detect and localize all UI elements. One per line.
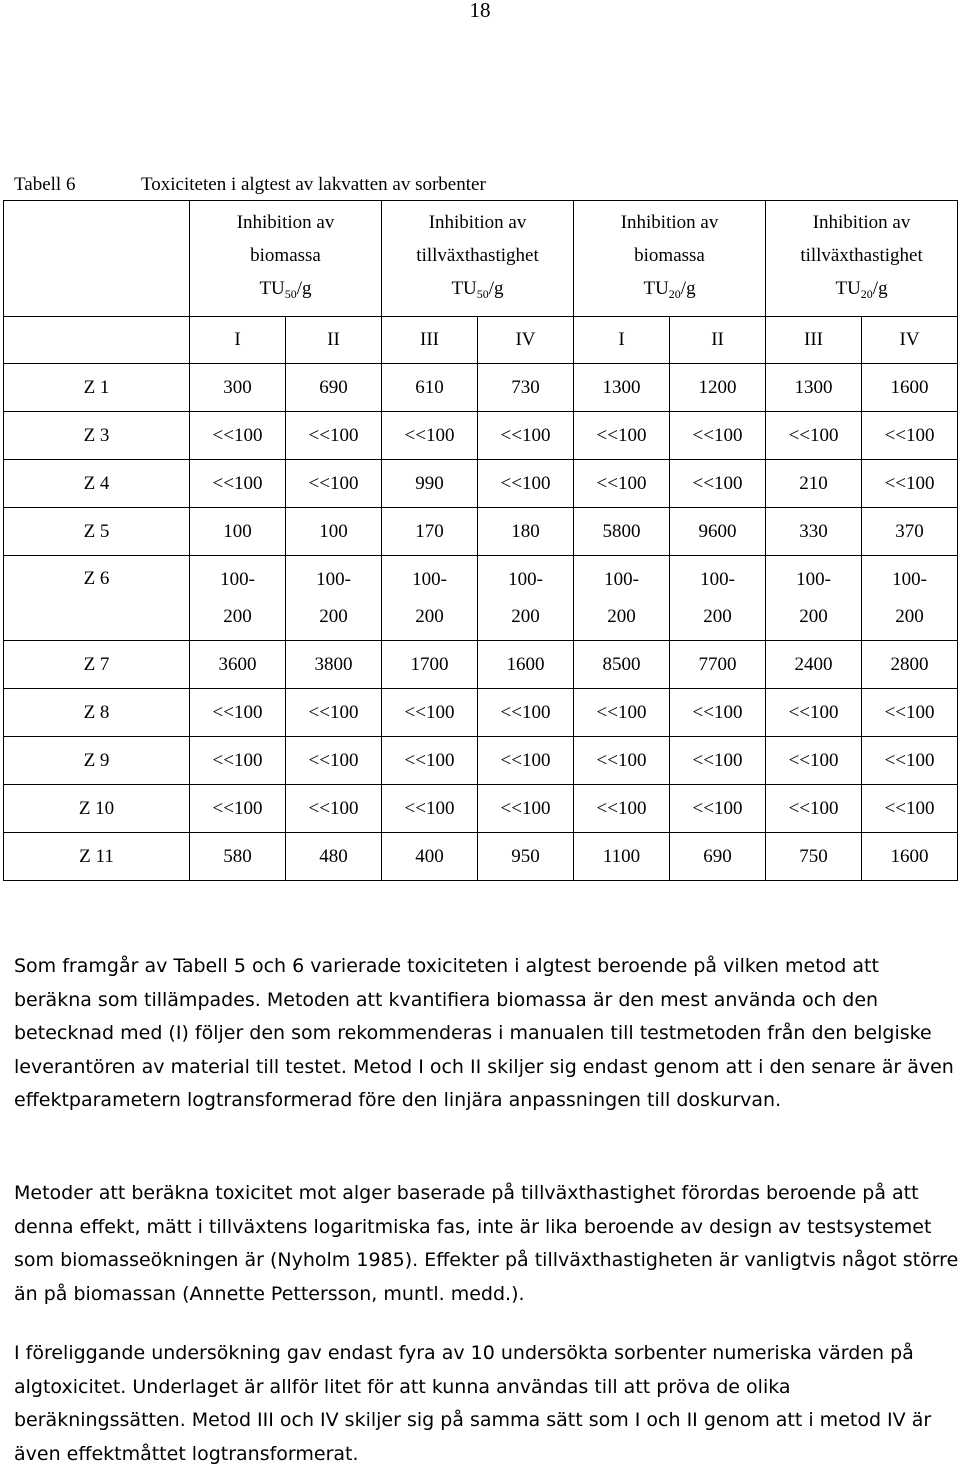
row-label: Z 10	[4, 785, 190, 833]
table-cell: <<100	[862, 785, 958, 833]
table-cell: <<100	[670, 412, 766, 460]
table-cell: <<100	[190, 737, 286, 785]
table-cell: <<100	[382, 785, 478, 833]
table-cell: 690	[286, 364, 382, 412]
paragraph-1: Som framgår av Tabell 5 och 6 varierade toxiciteten i algtest beroende på vilken metod att beräkna som tillämpades. Metoden att kvantifiera biomassa är den mest använda och den betecknad med (I) följer den som rekommenderas i manualen till testmetoden från den belgiske leverantören av material till testet. Metod I och II skiljer sig endast genom att i den senare är även effektparametern logtransformerad före den linjära anpassningen till doskurvan.	[14, 955, 954, 1111]
table-cell: 610	[382, 364, 478, 412]
group-header-unit	[574, 272, 765, 305]
row-label: Z 6	[4, 556, 190, 641]
table-cell: <<100	[190, 689, 286, 737]
table-row	[4, 508, 958, 556]
table-cell: <<100	[286, 460, 382, 508]
table-cell: 1300	[574, 364, 670, 412]
group-header-line2: biomassa	[634, 245, 705, 266]
unit-per-gram: /g	[296, 278, 312, 299]
table-cell: 1600	[478, 641, 574, 689]
header-empty-cell	[4, 201, 190, 317]
table-cell: <<100	[286, 412, 382, 460]
table-cell: <<100	[766, 412, 862, 460]
table-row	[4, 556, 958, 641]
group-header-line1: Inhibition av	[236, 212, 335, 233]
unit-subscript: 50	[476, 287, 489, 301]
method-header-cell: II	[286, 317, 382, 364]
row-label: Z 4	[4, 460, 190, 508]
table-cell: <<100	[670, 785, 766, 833]
group-header-line1: Inhibition av	[620, 212, 719, 233]
page-number: 18	[469, 0, 491, 22]
table-cell: <<100	[190, 785, 286, 833]
table-row	[4, 412, 958, 460]
group-header-line2: biomassa	[250, 245, 321, 266]
table-cell: 1200	[670, 364, 766, 412]
unit-subscript: 20	[668, 287, 681, 301]
row-label: Z 9	[4, 737, 190, 785]
table-cell: <<100	[478, 412, 574, 460]
table-cell: 5800	[574, 508, 670, 556]
unit-per-gram: /g	[872, 278, 888, 299]
table-cell: <<100	[190, 412, 286, 460]
table-caption	[14, 174, 486, 196]
table-cell: <<100	[670, 737, 766, 785]
table-cell: 100- 200	[190, 556, 286, 641]
table-cell: <<100	[478, 460, 574, 508]
table-cell: 100- 200	[670, 556, 766, 641]
method-header-cell: III	[382, 317, 478, 364]
method-header-cell: IV	[478, 317, 574, 364]
table-cell: 990	[382, 460, 478, 508]
table-cell: 3800	[286, 641, 382, 689]
table-cell: 580	[190, 833, 286, 881]
table-caption-label: Tabell 6	[14, 174, 76, 195]
table-cell: <<100	[574, 785, 670, 833]
paragraph-3: I föreliggande undersökning gav endast fyra av 10 undersökta sorbenter numeriska värden på algtoxicitet. Underlaget är allför litet för att kunna användas till att pröva de olika beräkningssätten. Metod III och IV skiljer sig på samma sätt som I och II genom att i metod IV är även effektmåttet logtransformerat.	[14, 1342, 932, 1465]
table-cell: <<100	[862, 689, 958, 737]
table-cell: 7700	[670, 641, 766, 689]
group-header-cell	[574, 201, 766, 317]
table-cell: <<100	[190, 460, 286, 508]
table-cell: <<100	[478, 689, 574, 737]
table-cell: 100- 200	[382, 556, 478, 641]
table-cell: 730	[478, 364, 574, 412]
table-cell: 1300	[766, 364, 862, 412]
table-cell: 170	[382, 508, 478, 556]
table-cell: <<100	[862, 737, 958, 785]
table-cell: 1600	[862, 364, 958, 412]
row-label: Z 8	[4, 689, 190, 737]
table-cell: 9600	[670, 508, 766, 556]
table-cell: 400	[382, 833, 478, 881]
table-cell: 100- 200	[862, 556, 958, 641]
method-header-cell: IV	[862, 317, 958, 364]
table-cell: 950	[478, 833, 574, 881]
method-header-row	[4, 317, 958, 364]
toxicity-table	[3, 200, 958, 881]
table-cell: 100	[286, 508, 382, 556]
row-label: Z 7	[4, 641, 190, 689]
table-cell: 8500	[574, 641, 670, 689]
table-cell: 100	[190, 508, 286, 556]
unit-tu: TU	[451, 278, 477, 299]
unit-per-gram: /g	[680, 278, 696, 299]
table-cell: 300	[190, 364, 286, 412]
row-label: Z 3	[4, 412, 190, 460]
table-row	[4, 689, 958, 737]
table-cell: 370	[862, 508, 958, 556]
method-header-cell: II	[670, 317, 766, 364]
table-cell: 3600	[190, 641, 286, 689]
table-cell: <<100	[862, 412, 958, 460]
table-row	[4, 460, 958, 508]
table-cell: 1700	[382, 641, 478, 689]
table-cell: 2400	[766, 641, 862, 689]
table-cell: <<100	[478, 785, 574, 833]
method-header-cell: I	[190, 317, 286, 364]
group-header-cell	[766, 201, 958, 317]
table-cell: <<100	[382, 737, 478, 785]
table-cell: 690	[670, 833, 766, 881]
group-header-line1: Inhibition av	[812, 212, 911, 233]
table-cell: <<100	[286, 737, 382, 785]
table-cell: 210	[766, 460, 862, 508]
table-cell: <<100	[574, 460, 670, 508]
group-header-unit	[766, 272, 957, 305]
unit-per-gram: /g	[488, 278, 504, 299]
group-header-cell	[190, 201, 382, 317]
table-cell: <<100	[574, 412, 670, 460]
table-row	[4, 364, 958, 412]
table-cell: 100- 200	[574, 556, 670, 641]
table-cell: <<100	[574, 689, 670, 737]
unit-tu: TU	[643, 278, 669, 299]
table-cell: <<100	[766, 785, 862, 833]
group-header-line1: Inhibition av	[428, 212, 527, 233]
method-header-cell: III	[766, 317, 862, 364]
table-cell: <<100	[382, 412, 478, 460]
row-label: Z 11	[4, 833, 190, 881]
group-header-unit	[382, 272, 573, 305]
table-cell: <<100	[286, 785, 382, 833]
table-cell: <<100	[766, 737, 862, 785]
group-header-cell	[382, 201, 574, 317]
group-header-row	[4, 201, 958, 317]
header-empty-cell	[4, 317, 190, 364]
table-cell: <<100	[862, 460, 958, 508]
table-row	[4, 737, 958, 785]
row-label: Z 1	[4, 364, 190, 412]
unit-subscript: 20	[860, 287, 873, 301]
unit-tu: TU	[259, 278, 285, 299]
table-cell: <<100	[670, 689, 766, 737]
group-header-line2: tillväxthastighet	[800, 245, 923, 266]
method-header-cell: I	[574, 317, 670, 364]
table-cell: <<100	[670, 460, 766, 508]
table-cell: 100- 200	[766, 556, 862, 641]
table-cell: <<100	[382, 689, 478, 737]
table-cell: <<100	[478, 737, 574, 785]
table-row	[4, 785, 958, 833]
row-label: Z 5	[4, 508, 190, 556]
paragraph-2: Metoder att beräkna toxicitet mot alger baserade på tillväxthastighet förordas beroende på att denna effekt, mätt i tillväxtens logaritmiska fas, inte är lika beroende av design av testsystemet som biomasseökningen är (Nyholm 1985). Effekter på tillväxthastigheten är vanligtvis något större än på biomassan (Annette Pettersson, muntl. medd.).	[14, 1182, 959, 1305]
group-header-line2: tillväxthastighet	[416, 245, 539, 266]
table-cell: 480	[286, 833, 382, 881]
table-cell: 100- 200	[286, 556, 382, 641]
unit-subscript: 50	[284, 287, 297, 301]
table-row	[4, 833, 958, 881]
table-cell: 2800	[862, 641, 958, 689]
table-cell: 100- 200	[478, 556, 574, 641]
table-cell: 750	[766, 833, 862, 881]
table-cell: <<100	[286, 689, 382, 737]
table-cell: 1100	[574, 833, 670, 881]
table-cell: 1600	[862, 833, 958, 881]
table-caption-title: Toxiciteten i algtest av lakvatten av sorbenter	[141, 174, 486, 195]
table-cell: <<100	[766, 689, 862, 737]
table-cell: <<100	[574, 737, 670, 785]
unit-tu: TU	[835, 278, 861, 299]
table-cell: 180	[478, 508, 574, 556]
table-row	[4, 641, 958, 689]
table-cell: 330	[766, 508, 862, 556]
group-header-unit	[190, 272, 381, 305]
